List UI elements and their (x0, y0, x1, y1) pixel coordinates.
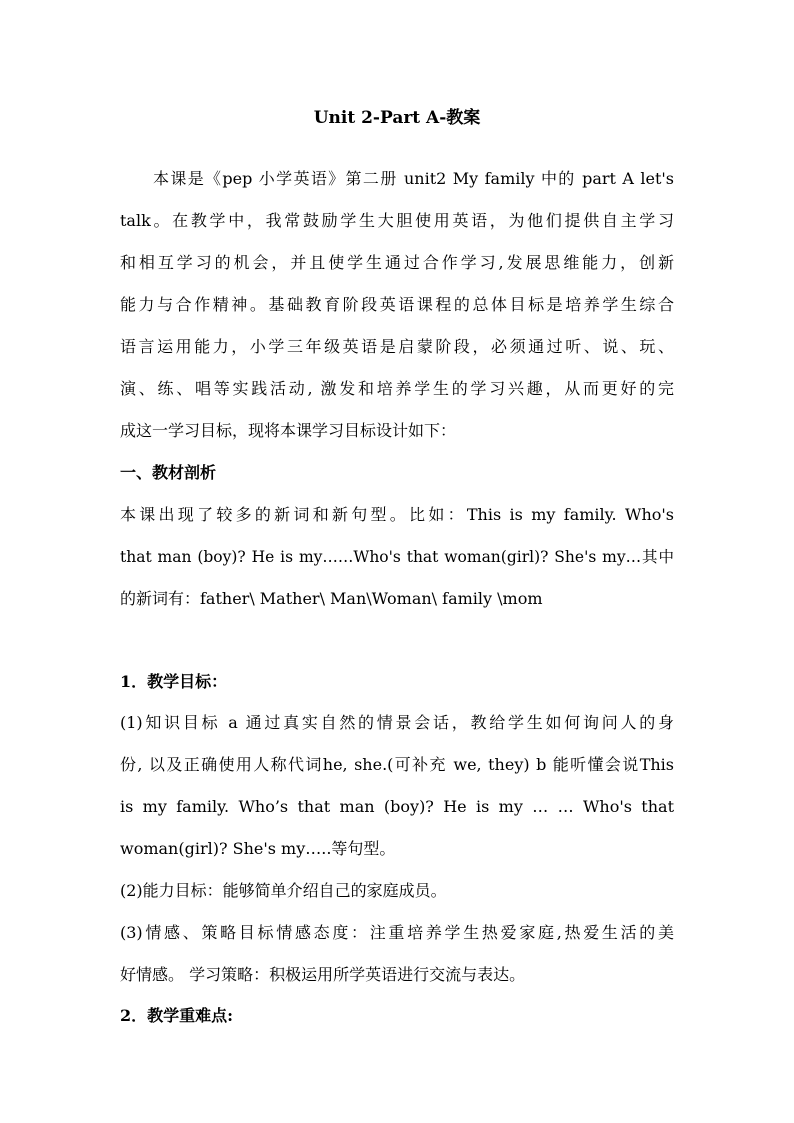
section-heading: 一、教材剖析 (120, 463, 217, 482)
goals-line: 份, 以及正确使用人称代词he, she.(可补充 we, they) b 能听懂会说This (120, 755, 674, 774)
intro-line: 语言运用能力，小学三年级英语是启蒙阶段，必须通过听、说、玩、 (120, 337, 674, 356)
intro-line: 成这一学习目标，现将本课学习目标设计如下： (120, 421, 457, 440)
subsection-heading: 1．教学目标： (120, 672, 228, 691)
intro-line: 和相互学习的机会，并且使学生通过合作学习,发展思维能力，创新 (120, 253, 674, 272)
goals-line: woman(girl)? She's my…..等句型。 (120, 839, 396, 858)
subsection-heading: 2．教学重难点: (120, 1006, 234, 1025)
intro-line: 能力与合作精神。基础教育阶段英语课程的总体目标是培养学生综合 (120, 295, 674, 314)
paragraph-line: 的新词有：father\ Mather\ Man\Woman\ family \mom (120, 589, 543, 608)
paragraph-line: 本课出现了较多的新词和新句型。比如：This is my family. Who's (120, 505, 674, 524)
document-title: Unit 2-Part A-教案 (313, 108, 481, 128)
intro-line: 本课是《pep 小学英语》第二册 unit2 My family 中的 part A let's (153, 169, 674, 188)
paragraph-line: that man (boy)? He is my……Who's that woman(girl)? She's my…其中 (120, 548, 674, 566)
goals-line: is my family. Who’s that man (boy)? He is my … … Who's that (120, 797, 674, 816)
intro-line: talk。在教学中，我常鼓励学生大胆使用英语，为他们提供自主学习 (120, 211, 674, 230)
goals-line: (2)能力目标：能够简单介绍自己的家庭成员。 (120, 881, 447, 900)
goals-line: (1)知识目标 a 通过真实自然的情景会话，教给学生如何询问人的身 (120, 713, 674, 732)
goals-line: (3)情感、策略目标情感态度：注重培养学生热爱家庭,热爱生活的美 (120, 923, 674, 942)
goals-line: 好情感。 学习策略：积极运用所学英语进行交流与表达。 (120, 965, 526, 984)
intro-line: 演、练、唱等实践活动, 激发和培养学生的学习兴趣，从而更好的完 (120, 379, 674, 398)
